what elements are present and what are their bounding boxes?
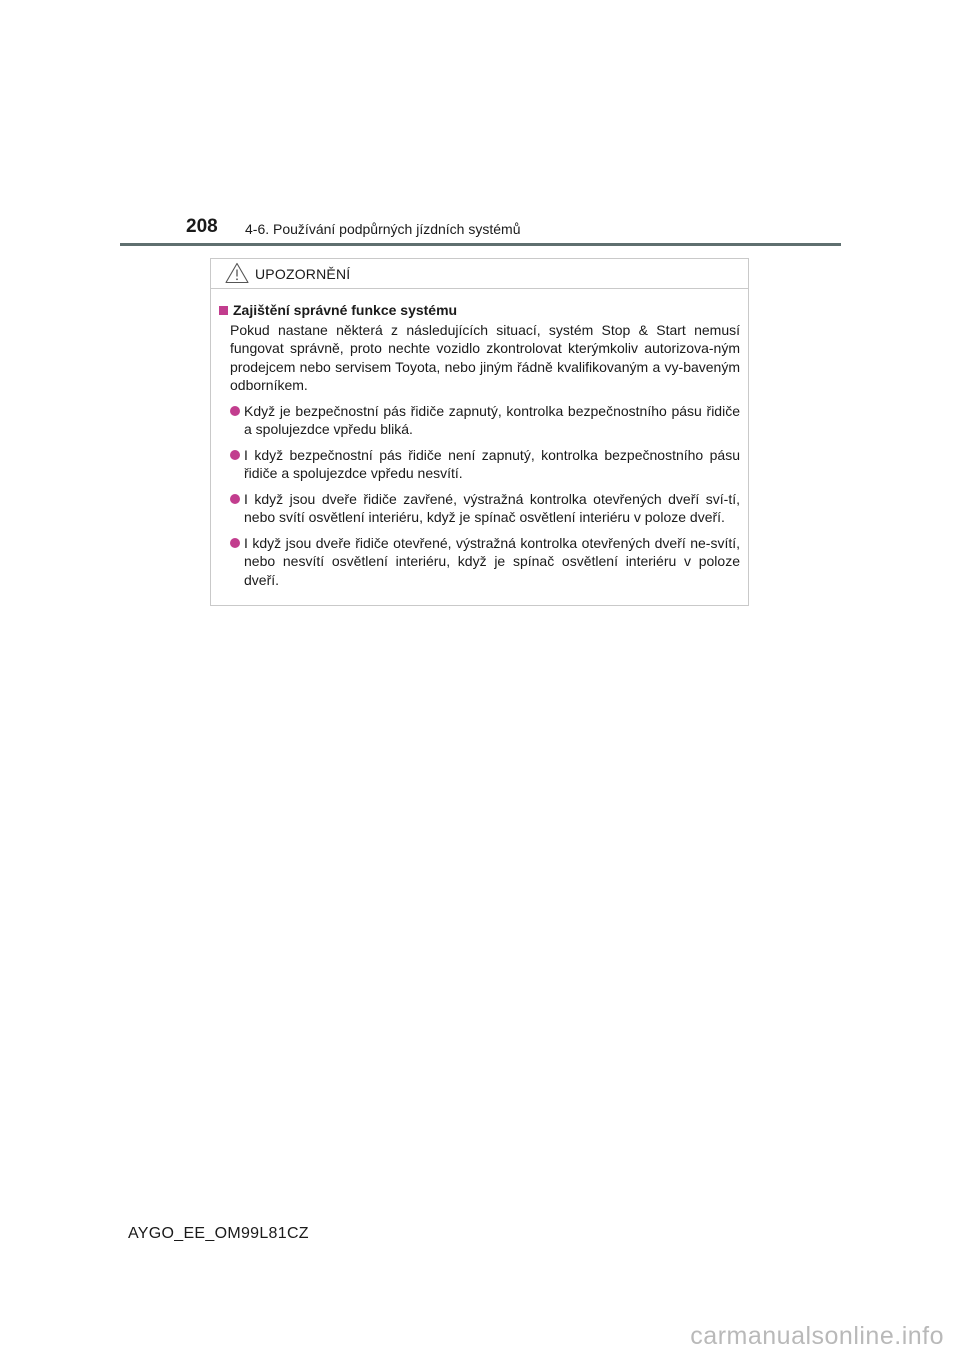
circle-bullet-icon [230, 406, 240, 416]
document-code: AYGO_EE_OM99L81CZ [128, 1225, 309, 1242]
list-item [219, 446, 740, 483]
warning-body [211, 289, 748, 589]
header-divider [120, 243, 841, 246]
circle-bullet-icon [230, 450, 240, 460]
warning-label: UPOZORNĚNÍ [255, 266, 351, 282]
warning-header [211, 259, 748, 289]
list-item-text: I když jsou dveře řidiče otevřené, výstražná kontrolka otevřených dveří ne-svítí, nebo nesvítí osvětlení interiéru, když je spínač osvětlení interiéru v poloze dveří. [244, 534, 740, 588]
intro-paragraph: Pokud nastane některá z následujících situací, systém Stop & Start nemusí fungovat správně, proto nechte vozidlo zkontrolovat kterýmkoliv autorizova-ným prodejcem nebo servisem Toyota, nebo jiným řádně kvalifikovaným a vy-baveným odborníkem. [230, 321, 740, 393]
warning-box [210, 258, 749, 606]
list-item [219, 534, 740, 590]
list-item [219, 490, 740, 527]
warning-triangle-icon [225, 262, 249, 284]
watermark: carmanualsonline.info [690, 1322, 944, 1350]
section-heading [219, 301, 740, 320]
page-number: 208 [186, 216, 218, 237]
list-item [219, 402, 740, 439]
circle-bullet-icon [230, 538, 240, 548]
list-item-text: I když bezpečnostní pás řidiče není zapnutý, kontrolka bezpečnostního pásu řidiče a spolujezdce vpředu nesvítí. [244, 446, 740, 481]
circle-bullet-icon [230, 494, 240, 504]
list-item-text: Když je bezpečnostní pás řidiče zapnutý, kontrolka bezpečnostního pásu řidiče a spolujezdce vpředu bliká. [244, 402, 740, 437]
list-item-text: I když jsou dveře řidiče zavřené, výstražná kontrolka otevřených dveří sví-tí, nebo svítí osvětlení interiéru, když je spínač osvětlení interiéru v poloze dveří. [244, 490, 740, 525]
square-bullet-icon [219, 306, 228, 315]
section-heading-text: Zajištění správné funkce systému [233, 302, 458, 318]
section-title: 4-6. Používání podpůrných jízdních systémů [245, 221, 521, 237]
